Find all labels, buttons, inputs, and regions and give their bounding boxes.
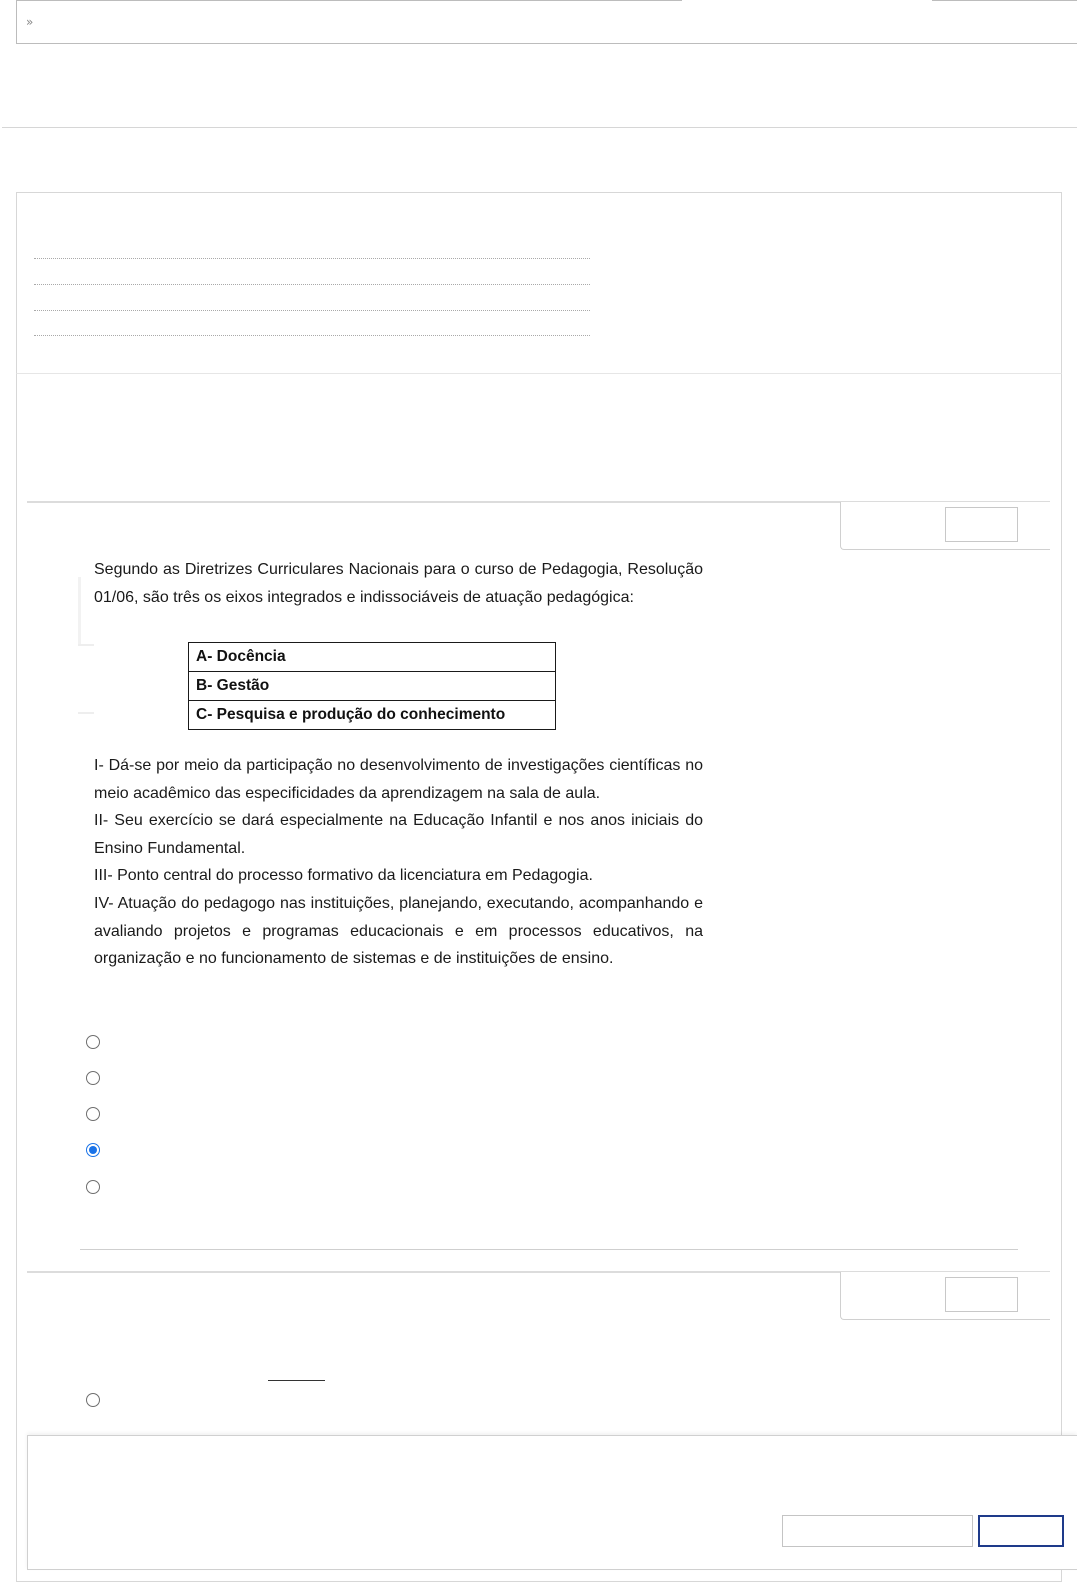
top-toolbar — [16, 0, 1077, 44]
info-row-divider — [34, 258, 590, 259]
info-row-divider — [34, 310, 590, 311]
statement-1: I- Dá-se por meio da participação no desenvolvimento de investigações científicas no meio acadêmico das especificidades da aprendizagem na sala de aula. — [94, 757, 703, 802]
side-marker — [78, 577, 81, 645]
axis-cell: B- Gestão — [189, 672, 556, 701]
answer-option-radio[interactable] — [86, 1107, 100, 1121]
statement-3: III- Ponto central do processo formativo da licenciatura em Pedagogia. — [94, 867, 593, 884]
question-footer-line — [80, 1249, 1018, 1250]
side-marker — [78, 644, 94, 646]
blank-underline — [268, 1380, 325, 1381]
axes-table — [188, 642, 556, 730]
toolbar-top-edge — [932, 0, 1077, 1]
answer-option-radio[interactable] — [86, 1071, 100, 1085]
toolbar-top-edge — [16, 0, 682, 1]
answer-option-radio-selected[interactable] — [86, 1143, 100, 1157]
answer-option-radio[interactable] — [86, 1393, 100, 1407]
answer-option-radio[interactable] — [86, 1180, 100, 1194]
axis-cell: A- Docência — [189, 643, 556, 672]
statement-4: IV- Atuação do pedagogo nas instituições, planejando, executando, acompanhando e avaliando projetos e programas educacionais e em processos educativos, na organização e no funcionamento de sistemas e de instituições de ensino. — [94, 895, 703, 967]
side-marker — [78, 712, 94, 714]
secondary-action-button[interactable] — [782, 1515, 973, 1547]
question-flag-box[interactable] — [945, 1277, 1018, 1312]
axis-cell: C- Pesquisa e produção do conhecimento — [189, 701, 556, 730]
statement-2: II- Seu exercício se dará especialmente na Educação Infantil e nos anos iniciais do Ensino Fundamental. — [94, 812, 703, 857]
quiz-info-box — [16, 192, 1062, 374]
primary-action-button[interactable] — [978, 1515, 1064, 1547]
info-row-divider — [34, 335, 590, 336]
answer-option-radio[interactable] — [86, 1035, 100, 1049]
header-divider — [2, 127, 1077, 128]
chevron-double-down-icon[interactable]: » — [26, 15, 34, 29]
info-row-divider — [34, 284, 590, 285]
question-flag-box[interactable] — [945, 507, 1018, 542]
bottom-action-bar — [27, 1435, 1077, 1570]
question-intro: Segundo as Diretrizes Curriculares Nacionais para o curso de Pedagogia, Resolução 01/06, são três os eixos integrados e indissociáveis de atuação pedagógica: — [94, 561, 703, 606]
